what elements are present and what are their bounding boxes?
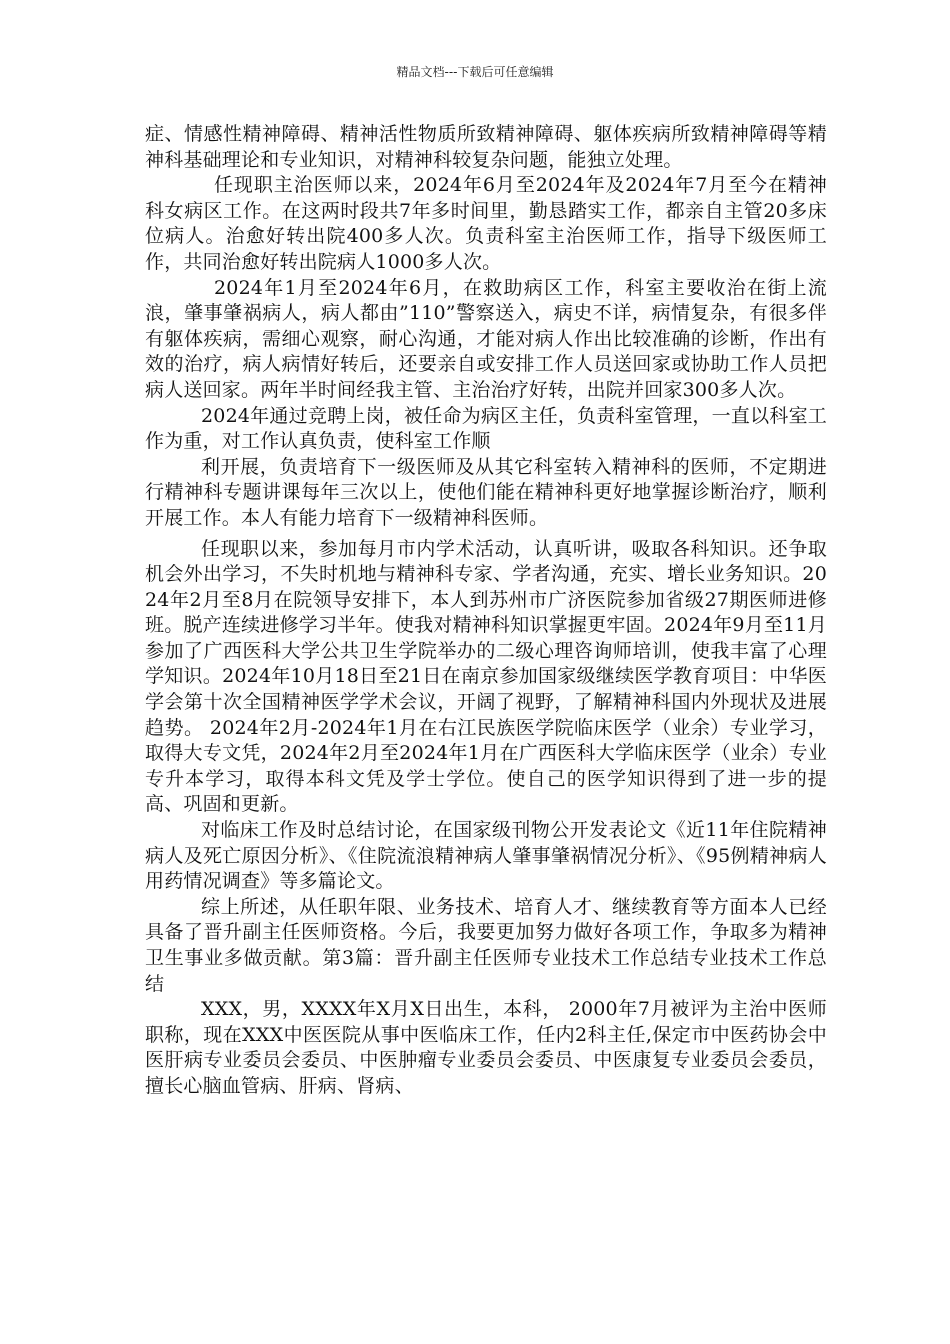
paragraph-7: 对临床工作及时总结讨论，在国家级刊物公开发表论文《近11年住院精神病人及死亡原因分析》、《住院流浪精神病人肇事肇祸情况分析》、《95例精神病人用药情况调查》等多篇论文。 xyxy=(145,819,827,893)
document-body xyxy=(145,122,827,1100)
paragraph-9: XXX，男，XXXX年X月X日出生，本科， 2000年7月被评为主治中医师职称，现在XXX中医医院从事中医临床工作，任内2科主任,保定市中医药协会中医肝病专业委员会委员、中医肿瘤专业委员会委员、中医康复专业委员会委员，擅长心脑血管病、肝病、肾病、 xyxy=(145,998,827,1097)
paragraph-2: 任现职主治医师以来，2024年6月至2024年及2024年7月至今在精神科女病区工作。在这两时段共7年多时间里，勤恳踏实工作，都亲自主管20多床位病人。治愈好转出院400多人次。负责科室主治医师工作，指导下级医师工作，共同治愈好转出院病人1000多人次。 xyxy=(145,174,827,273)
paragraph-8: 综上所述，从任职年限、业务技术、培育人才、继续教育等方面本人已经具备了晋升副主任医师资格。今后，我要更加努力做好各项工作，争取多为精神卫生事业多做贡献。第3篇：晋升副主任医师专业技术工作总结专业技术工作总结 xyxy=(145,895,827,995)
paragraph-6: 任现职以来，参加每月市内学术活动，认真听讲，吸取各科知识。还争取机会外出学习，不失时机地与精神科专家、学者沟通，充实、增长业务知识。2024年2月至8月在院领导安排下，本人到苏州市广济医院参加省级27期医师进修班。脱产连续进修学习半年。使我对精神科知识掌握更牢固。2024年9月至11月参加了广西医科大学公共卫生学院举办的二级心理咨询师培训，使我丰富了心理学知识。2024年10月18日至21日在南京参加国家级继续医学教育项目：中华医学会第十次全国精神医学学术会议，开阔了视野，了解精神科国内外现状及进展趋势。 2024年2月-2024年1月在右江民族医学院临床医学（业余）专业学习，取得大专文凭，2024年2月至2024年1月在广西医科大学临床医学（业余）专业专升本学习，取得本科文凭及学士学位。使自己的医学知识得到了进一步的提高、巩固和更新。 xyxy=(145,537,827,816)
page-header: 精品文档---下载后可任意编辑 xyxy=(396,65,554,79)
paragraph-1: 症、情感性精神障碍、精神活性物质所致精神障碍、躯体疾病所致精神障碍等精神科基础理论和专业知识，对精神科较复杂问题，能独立处理。 xyxy=(145,123,827,171)
paragraph-3: 2024年1月至2024年6月，在救助病区工作，科室主要收治在街上流浪，肇事肇祸病人，病人都由”110”警察送入，病史不详，病情复杂，有很多伴有躯体疾病，需细心观察，耐心沟通，才能对病人作出比较准确的诊断，作出有效的治疗，病人病情好转后，还要亲自或安排工作人员送回家或协助工作人员把病人送回家。两年半时间经我主管、主治治疗好转，出院并回家300多人次。 xyxy=(145,276,827,401)
paragraph-5: 利开展，负责培育下一级医师及从其它科室转入精神科的医师，不定期进行精神科专题讲课每年三次以上，使他们能在精神科更好地掌握诊断治疗，顺利开展工作。本人有能力培育下一级精神科医师。 xyxy=(145,455,827,529)
paragraph-4: 2024年通过竞聘上岗，被任命为病区主任，负责科室管理，一直以科室工作为重，对工作认真负责，使科室工作顺 xyxy=(145,404,827,453)
